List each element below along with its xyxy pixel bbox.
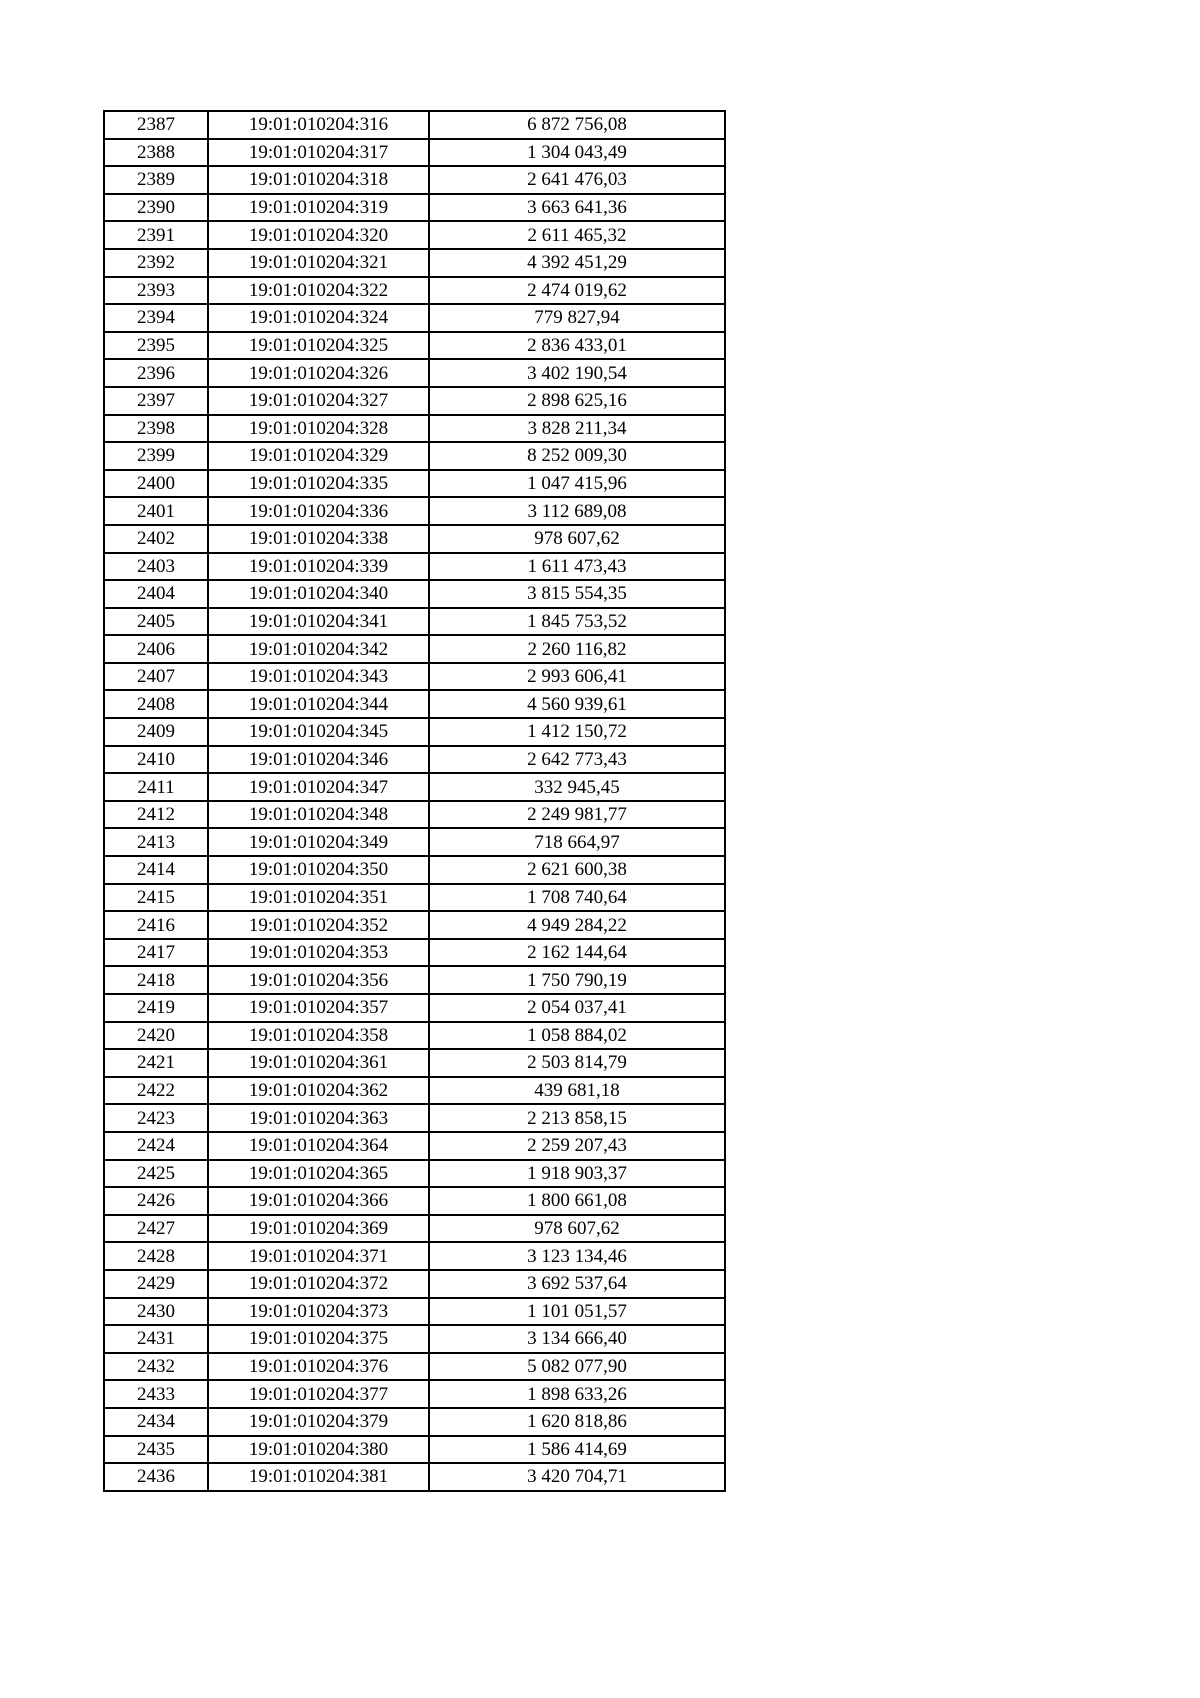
value-cell: 3 134 666,40 xyxy=(429,1325,725,1353)
value-cell: 4 560 939,61 xyxy=(429,690,725,718)
cadastral-number-cell: 19:01:010204:338 xyxy=(208,525,429,553)
value-cell: 2 898 625,16 xyxy=(429,387,725,415)
cadastral-number-cell: 19:01:010204:357 xyxy=(208,994,429,1022)
value-cell: 3 420 704,71 xyxy=(429,1463,725,1491)
cadastral-number-cell: 19:01:010204:339 xyxy=(208,553,429,581)
row-number-cell: 2401 xyxy=(104,497,208,525)
value-cell: 1 750 790,19 xyxy=(429,966,725,994)
cadastral-number-cell: 19:01:010204:375 xyxy=(208,1325,429,1353)
cadastral-number-cell: 19:01:010204:326 xyxy=(208,359,429,387)
table-row xyxy=(104,139,725,167)
cadastral-number-cell: 19:01:010204:345 xyxy=(208,718,429,746)
table-row xyxy=(104,966,725,994)
table-row xyxy=(104,277,725,305)
row-number-cell: 2398 xyxy=(104,415,208,443)
table-row xyxy=(104,470,725,498)
row-number-cell: 2403 xyxy=(104,553,208,581)
value-cell: 1 586 414,69 xyxy=(429,1436,725,1464)
table-row xyxy=(104,249,725,277)
row-number-cell: 2431 xyxy=(104,1325,208,1353)
cadastral-number-cell: 19:01:010204:344 xyxy=(208,690,429,718)
value-cell: 2 611 465,32 xyxy=(429,221,725,249)
value-cell: 3 112 689,08 xyxy=(429,497,725,525)
table-row xyxy=(104,1353,725,1381)
cadastral-number-cell: 19:01:010204:348 xyxy=(208,801,429,829)
cadastral-number-cell: 19:01:010204:376 xyxy=(208,1353,429,1381)
value-cell: 978 607,62 xyxy=(429,525,725,553)
row-number-cell: 2435 xyxy=(104,1436,208,1464)
table-row xyxy=(104,497,725,525)
value-cell: 5 082 077,90 xyxy=(429,1353,725,1381)
cadastral-number-cell: 19:01:010204:377 xyxy=(208,1380,429,1408)
table-row xyxy=(104,1380,725,1408)
row-number-cell: 2412 xyxy=(104,801,208,829)
row-number-cell: 2427 xyxy=(104,1215,208,1243)
cadastral-number-cell: 19:01:010204:343 xyxy=(208,663,429,691)
value-cell: 3 663 641,36 xyxy=(429,194,725,222)
value-cell: 2 213 858,15 xyxy=(429,1104,725,1132)
cadastral-number-cell: 19:01:010204:321 xyxy=(208,249,429,277)
row-number-cell: 2404 xyxy=(104,580,208,608)
table-row xyxy=(104,718,725,746)
row-number-cell: 2421 xyxy=(104,1049,208,1077)
row-number-cell: 2402 xyxy=(104,525,208,553)
cadastral-number-cell: 19:01:010204:329 xyxy=(208,442,429,470)
cadastral-number-cell: 19:01:010204:318 xyxy=(208,166,429,194)
value-cell: 2 641 476,03 xyxy=(429,166,725,194)
value-cell: 2 474 019,62 xyxy=(429,277,725,305)
value-cell: 1 058 884,02 xyxy=(429,1022,725,1050)
cadastral-number-cell: 19:01:010204:364 xyxy=(208,1132,429,1160)
cadastral-number-cell: 19:01:010204:365 xyxy=(208,1160,429,1188)
table-row xyxy=(104,1463,725,1491)
value-cell: 3 123 134,46 xyxy=(429,1242,725,1270)
cadastral-number-cell: 19:01:010204:346 xyxy=(208,746,429,774)
table-row xyxy=(104,415,725,443)
cadastral-value-table xyxy=(103,110,726,1492)
row-number-cell: 2424 xyxy=(104,1132,208,1160)
row-number-cell: 2394 xyxy=(104,304,208,332)
table-row xyxy=(104,332,725,360)
row-number-cell: 2405 xyxy=(104,608,208,636)
table-row xyxy=(104,1408,725,1436)
row-number-cell: 2395 xyxy=(104,332,208,360)
cadastral-number-cell: 19:01:010204:369 xyxy=(208,1215,429,1243)
cadastral-number-cell: 19:01:010204:352 xyxy=(208,911,429,939)
cadastral-number-cell: 19:01:010204:347 xyxy=(208,773,429,801)
value-cell: 1 845 753,52 xyxy=(429,608,725,636)
table-row xyxy=(104,939,725,967)
row-number-cell: 2432 xyxy=(104,1353,208,1381)
table-row xyxy=(104,1049,725,1077)
value-cell: 3 402 190,54 xyxy=(429,359,725,387)
cadastral-number-cell: 19:01:010204:379 xyxy=(208,1408,429,1436)
value-cell: 2 054 037,41 xyxy=(429,994,725,1022)
cadastral-number-cell: 19:01:010204:381 xyxy=(208,1463,429,1491)
table-row xyxy=(104,1104,725,1132)
table-row xyxy=(104,1436,725,1464)
row-number-cell: 2408 xyxy=(104,690,208,718)
cadastral-number-cell: 19:01:010204:373 xyxy=(208,1298,429,1326)
cadastral-number-cell: 19:01:010204:316 xyxy=(208,111,429,139)
cadastral-number-cell: 19:01:010204:362 xyxy=(208,1077,429,1105)
cadastral-number-cell: 19:01:010204:363 xyxy=(208,1104,429,1132)
row-number-cell: 2389 xyxy=(104,166,208,194)
table-row xyxy=(104,828,725,856)
cadastral-number-cell: 19:01:010204:340 xyxy=(208,580,429,608)
table-row xyxy=(104,856,725,884)
row-number-cell: 2428 xyxy=(104,1242,208,1270)
table-row xyxy=(104,553,725,581)
table-row xyxy=(104,359,725,387)
row-number-cell: 2410 xyxy=(104,746,208,774)
table-row xyxy=(104,1022,725,1050)
value-cell: 2 259 207,43 xyxy=(429,1132,725,1160)
cadastral-number-cell: 19:01:010204:353 xyxy=(208,939,429,967)
row-number-cell: 2419 xyxy=(104,994,208,1022)
value-cell: 3 828 211,34 xyxy=(429,415,725,443)
cadastral-number-cell: 19:01:010204:356 xyxy=(208,966,429,994)
cadastral-number-cell: 19:01:010204:372 xyxy=(208,1270,429,1298)
table-row xyxy=(104,884,725,912)
row-number-cell: 2396 xyxy=(104,359,208,387)
row-number-cell: 2430 xyxy=(104,1298,208,1326)
value-cell: 8 252 009,30 xyxy=(429,442,725,470)
value-cell: 332 945,45 xyxy=(429,773,725,801)
table-row xyxy=(104,1160,725,1188)
cadastral-number-cell: 19:01:010204:320 xyxy=(208,221,429,249)
value-cell: 4 949 284,22 xyxy=(429,911,725,939)
table-row xyxy=(104,580,725,608)
value-cell: 1 800 661,08 xyxy=(429,1187,725,1215)
row-number-cell: 2426 xyxy=(104,1187,208,1215)
cadastral-number-cell: 19:01:010204:342 xyxy=(208,635,429,663)
row-number-cell: 2414 xyxy=(104,856,208,884)
row-number-cell: 2416 xyxy=(104,911,208,939)
table-row xyxy=(104,111,725,139)
table-row xyxy=(104,690,725,718)
cadastral-number-cell: 19:01:010204:336 xyxy=(208,497,429,525)
cadastral-number-cell: 19:01:010204:335 xyxy=(208,470,429,498)
value-cell: 1 101 051,57 xyxy=(429,1298,725,1326)
value-cell: 439 681,18 xyxy=(429,1077,725,1105)
row-number-cell: 2397 xyxy=(104,387,208,415)
row-number-cell: 2423 xyxy=(104,1104,208,1132)
table-row xyxy=(104,746,725,774)
row-number-cell: 2422 xyxy=(104,1077,208,1105)
row-number-cell: 2400 xyxy=(104,470,208,498)
row-number-cell: 2425 xyxy=(104,1160,208,1188)
row-number-cell: 2417 xyxy=(104,939,208,967)
value-cell: 2 836 433,01 xyxy=(429,332,725,360)
value-cell: 2 642 773,43 xyxy=(429,746,725,774)
table-row xyxy=(104,773,725,801)
table-row xyxy=(104,442,725,470)
row-number-cell: 2409 xyxy=(104,718,208,746)
row-number-cell: 2415 xyxy=(104,884,208,912)
row-number-cell: 2393 xyxy=(104,277,208,305)
cadastral-number-cell: 19:01:010204:319 xyxy=(208,194,429,222)
table-row xyxy=(104,304,725,332)
table-row xyxy=(104,194,725,222)
value-cell: 2 260 116,82 xyxy=(429,635,725,663)
row-number-cell: 2407 xyxy=(104,663,208,691)
table-row xyxy=(104,663,725,691)
row-number-cell: 2429 xyxy=(104,1270,208,1298)
value-cell: 4 392 451,29 xyxy=(429,249,725,277)
table-row xyxy=(104,608,725,636)
table-row xyxy=(104,1077,725,1105)
table-row xyxy=(104,1298,725,1326)
table-row xyxy=(104,1270,725,1298)
row-number-cell: 2388 xyxy=(104,139,208,167)
cadastral-number-cell: 19:01:010204:371 xyxy=(208,1242,429,1270)
value-cell: 1 708 740,64 xyxy=(429,884,725,912)
table-row xyxy=(104,221,725,249)
value-cell: 2 162 144,64 xyxy=(429,939,725,967)
row-number-cell: 2390 xyxy=(104,194,208,222)
value-cell: 3 815 554,35 xyxy=(429,580,725,608)
table-row xyxy=(104,1215,725,1243)
value-cell: 978 607,62 xyxy=(429,1215,725,1243)
table-row xyxy=(104,1242,725,1270)
value-cell: 1 304 043,49 xyxy=(429,139,725,167)
row-number-cell: 2420 xyxy=(104,1022,208,1050)
value-cell: 2 249 981,77 xyxy=(429,801,725,829)
cadastral-number-cell: 19:01:010204:328 xyxy=(208,415,429,443)
cadastral-number-cell: 19:01:010204:325 xyxy=(208,332,429,360)
value-cell: 1 047 415,96 xyxy=(429,470,725,498)
table-row xyxy=(104,387,725,415)
cadastral-number-cell: 19:01:010204:361 xyxy=(208,1049,429,1077)
row-number-cell: 2436 xyxy=(104,1463,208,1491)
cadastral-number-cell: 19:01:010204:351 xyxy=(208,884,429,912)
table-row xyxy=(104,635,725,663)
row-number-cell: 2433 xyxy=(104,1380,208,1408)
value-cell: 6 872 756,08 xyxy=(429,111,725,139)
cadastral-number-cell: 19:01:010204:380 xyxy=(208,1436,429,1464)
table-row xyxy=(104,911,725,939)
value-cell: 1 620 818,86 xyxy=(429,1408,725,1436)
value-cell: 718 664,97 xyxy=(429,828,725,856)
value-cell: 2 993 606,41 xyxy=(429,663,725,691)
value-cell: 779 827,94 xyxy=(429,304,725,332)
table-row xyxy=(104,801,725,829)
cadastral-number-cell: 19:01:010204:358 xyxy=(208,1022,429,1050)
cadastral-number-cell: 19:01:010204:366 xyxy=(208,1187,429,1215)
cadastral-number-cell: 19:01:010204:341 xyxy=(208,608,429,636)
table-row xyxy=(104,166,725,194)
table-row xyxy=(104,1325,725,1353)
cadastral-number-cell: 19:01:010204:327 xyxy=(208,387,429,415)
cadastral-number-cell: 19:01:010204:324 xyxy=(208,304,429,332)
value-cell: 1 611 473,43 xyxy=(429,553,725,581)
table-row xyxy=(104,994,725,1022)
value-cell: 1 412 150,72 xyxy=(429,718,725,746)
cadastral-number-cell: 19:01:010204:317 xyxy=(208,139,429,167)
value-cell: 2 503 814,79 xyxy=(429,1049,725,1077)
row-number-cell: 2392 xyxy=(104,249,208,277)
value-cell: 1 918 903,37 xyxy=(429,1160,725,1188)
value-cell: 3 692 537,64 xyxy=(429,1270,725,1298)
table-body xyxy=(104,111,725,1491)
row-number-cell: 2413 xyxy=(104,828,208,856)
row-number-cell: 2391 xyxy=(104,221,208,249)
row-number-cell: 2411 xyxy=(104,773,208,801)
table-row xyxy=(104,525,725,553)
row-number-cell: 2387 xyxy=(104,111,208,139)
row-number-cell: 2418 xyxy=(104,966,208,994)
value-cell: 2 621 600,38 xyxy=(429,856,725,884)
cadastral-number-cell: 19:01:010204:349 xyxy=(208,828,429,856)
cadastral-number-cell: 19:01:010204:322 xyxy=(208,277,429,305)
table-row xyxy=(104,1187,725,1215)
row-number-cell: 2406 xyxy=(104,635,208,663)
table-row xyxy=(104,1132,725,1160)
value-cell: 1 898 633,26 xyxy=(429,1380,725,1408)
row-number-cell: 2434 xyxy=(104,1408,208,1436)
row-number-cell: 2399 xyxy=(104,442,208,470)
cadastral-number-cell: 19:01:010204:350 xyxy=(208,856,429,884)
